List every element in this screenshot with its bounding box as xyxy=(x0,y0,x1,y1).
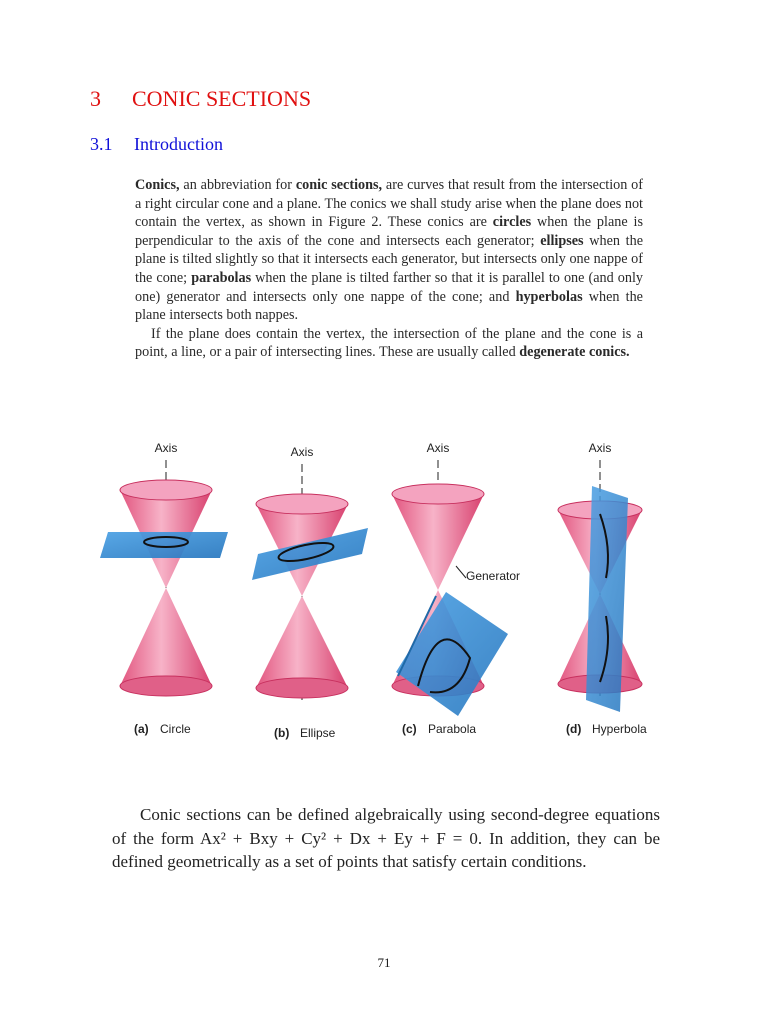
caption-text: Circle xyxy=(160,722,191,736)
text-run: when the plane is tilted farther so that it is parallel to one (and only one) generator and intersects only one nappe of the cone; and xyxy=(135,269,643,305)
text-run: when the plane intersects both nappes. xyxy=(135,288,643,324)
bold-term: hyperbolas xyxy=(515,288,583,305)
text-run: an abbreviation for xyxy=(179,177,296,193)
caption-text: Ellipse xyxy=(300,726,336,740)
bold-term: conic sections, xyxy=(295,177,383,193)
outro-before: Conic sections can be defined algebraically using second-degree equations of the form xyxy=(112,805,660,848)
panel-circle xyxy=(100,441,228,736)
axis-label: Axis xyxy=(290,445,314,459)
upper-nappe-top xyxy=(256,494,348,514)
subsection-number: 3.1 xyxy=(90,134,113,154)
text-run: when the plane is tilted slightly so that it intersects each generator, but intersects only one nappe of the cone; xyxy=(135,232,643,286)
text-run: when the plane is perpendicular to the axis of the cone and intersects each generator; xyxy=(135,214,644,249)
lower-nappe-base xyxy=(120,676,212,696)
axis-label: Axis xyxy=(154,441,178,455)
section-number: 3 xyxy=(90,86,101,111)
generator-pointer xyxy=(456,566,466,578)
axis-label: Axis xyxy=(588,441,612,455)
upper-nappe-top xyxy=(120,480,212,500)
cutting-plane xyxy=(396,592,508,716)
caption-text: Parabola xyxy=(428,722,477,736)
caption-text: Hyperbola xyxy=(592,722,647,736)
lower-nappe-base xyxy=(256,678,348,698)
panel-ellipse xyxy=(252,445,368,740)
text-run: If the plane does contain the vertex, the intersection of the plane and the cone is a point, a line, or a pair of intersecting lines. These are usually called xyxy=(135,325,643,361)
panel-hyperbola xyxy=(558,441,647,736)
intro-paragraph-1 xyxy=(135,176,643,325)
caption-letter: (a) xyxy=(134,722,149,736)
bold-term: degenerate conics. xyxy=(519,344,630,361)
lower-nappe xyxy=(120,588,212,686)
section-title: CONIC SECTIONS xyxy=(132,86,312,111)
bold-term: Conics, xyxy=(135,177,180,193)
outro-after: . In addition, they can be defined geometrically as a set of points that satisfy certain conditions. xyxy=(112,828,660,871)
subsection-title: Introduction xyxy=(134,134,223,154)
page-number: 71 xyxy=(377,955,391,970)
bold-term: parabolas xyxy=(191,269,252,286)
intro-text xyxy=(135,176,643,362)
panel-parabola xyxy=(392,441,520,736)
cutting-plane xyxy=(100,532,228,558)
lower-nappe xyxy=(256,596,348,688)
intro-paragraph-2 xyxy=(135,325,643,362)
caption-letter: (b) xyxy=(274,726,290,740)
section-heading xyxy=(90,86,311,112)
generator-label: Generator xyxy=(466,569,521,583)
outro-text xyxy=(112,803,660,874)
bold-term: ellipses xyxy=(540,232,584,249)
text-run: are curves that result from the intersection of a right circular cone and a plane. The conics we shall study arise when the plane does not contain the vertex, as shown in Figure 2. These conics are xyxy=(135,177,644,231)
subsection-heading xyxy=(90,134,223,155)
bold-term: circles xyxy=(492,214,532,231)
upper-nappe-top xyxy=(392,484,484,504)
quadratic-equation: Ax² + Bxy + Cy² + Dx + Ey + F = 0 xyxy=(199,828,478,848)
conic-sections-figure xyxy=(100,430,660,750)
outro-paragraph xyxy=(112,803,660,874)
conic-figure-svg xyxy=(100,430,660,750)
axis-label: Axis xyxy=(426,441,450,455)
caption-letter: (c) xyxy=(402,722,417,736)
caption-letter: (d) xyxy=(566,722,582,736)
